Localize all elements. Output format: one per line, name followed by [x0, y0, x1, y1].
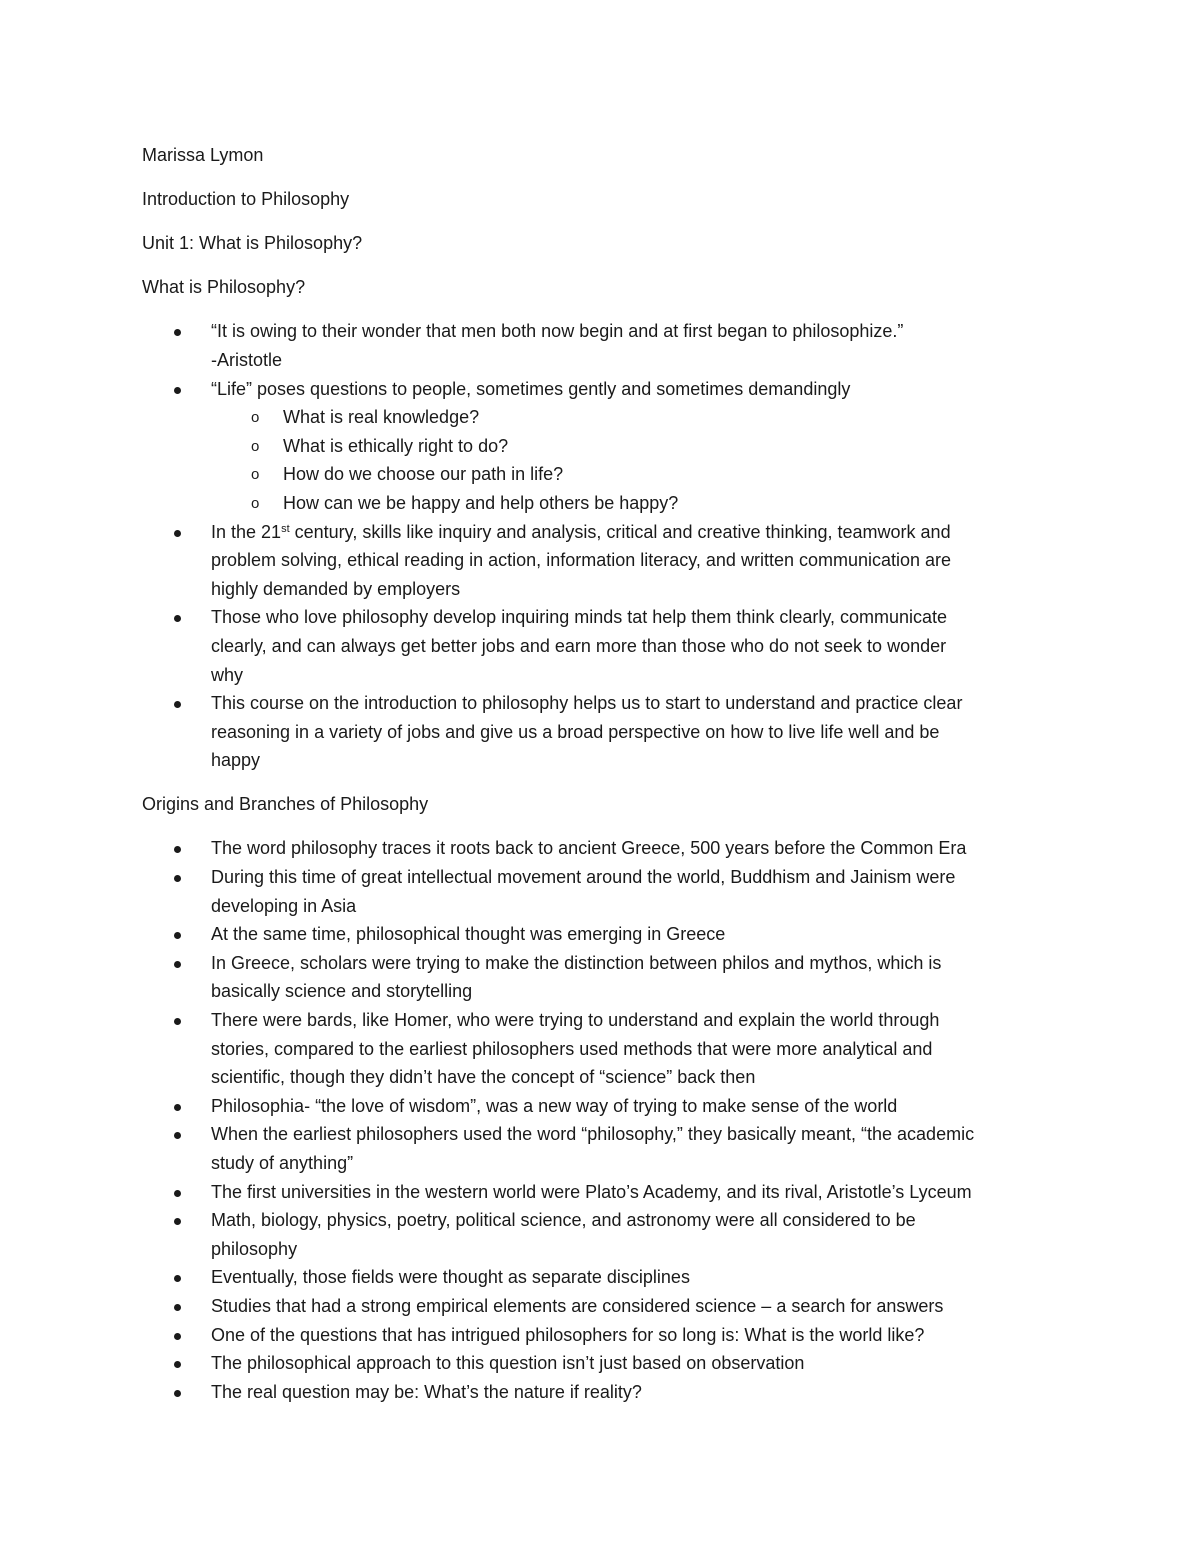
list-item	[142, 1178, 1072, 1207]
bullet-icon	[174, 329, 181, 336]
section-heading-origins-and-branches: Origins and Branches of Philosophy	[142, 794, 429, 815]
list-item-text: When the earliest philosophers used the word “philosophy,” they basically meant, “the academic	[211, 1124, 975, 1145]
sub-list-item-text: What is ethically right to do?	[283, 435, 509, 456]
quote-attribution: -Aristotle	[211, 349, 283, 370]
list-item-text: “Life” poses questions to people, sometimes gently and sometimes demandingly	[211, 378, 851, 399]
sub-list-item-text: How can we be happy and help others be happy?	[283, 492, 679, 513]
list-item	[142, 518, 1072, 604]
bullet-list-origins	[142, 834, 1072, 1406]
list-item	[142, 317, 1072, 374]
century-post: century, skills like inquiry and analysis, critical and creative thinking, teamwork and	[289, 521, 951, 542]
bullet-icon	[174, 1275, 181, 1282]
circle-bullet-icon: o	[251, 437, 260, 455]
list-item-text: why	[211, 664, 244, 685]
list-item	[142, 1321, 1072, 1350]
list-item-text: The word philosophy traces it roots back to ancient Greece, 500 years before the Common Era	[211, 838, 967, 859]
bullet-icon	[174, 1104, 181, 1111]
sub-list-item-text: How do we choose our path in life?	[283, 464, 564, 485]
list-item	[142, 689, 1072, 775]
list-item	[142, 834, 1072, 863]
sub-list-item	[142, 403, 1072, 432]
section-heading-what-is-philosophy: What is Philosophy?	[142, 277, 306, 298]
list-item	[142, 1378, 1072, 1407]
bullet-icon	[174, 932, 181, 939]
list-item	[142, 375, 1072, 518]
list-item-text: scientific, though they didn’t have the concept of “science” back then	[211, 1067, 756, 1088]
bullet-icon	[174, 846, 181, 853]
list-item-text: developing in Asia	[211, 895, 357, 916]
bullet-list-what-is-philosophy	[142, 317, 1072, 775]
century-superscript: st	[281, 522, 290, 535]
list-item-text: happy	[211, 750, 261, 771]
circle-bullet-icon: o	[251, 494, 260, 512]
list-item-text: Eventually, those fields were thought as separate disciplines	[211, 1267, 690, 1288]
list-item	[142, 949, 1072, 1006]
list-item-text: Philosophia- “the love of wisdom”, was a new way of trying to make sense of the world	[211, 1095, 898, 1116]
sub-list-item	[142, 460, 1072, 489]
list-item-text: At the same time, philosophical thought was emerging in Greece	[211, 924, 726, 945]
list-item	[142, 1092, 1072, 1121]
list-item-text: There were bards, like Homer, who were trying to understand and explain the world through	[211, 1010, 940, 1031]
list-item-text	[211, 518, 1072, 547]
bullet-icon	[174, 1333, 181, 1340]
list-item-text: basically science and storytelling	[211, 981, 473, 1002]
document-page	[142, 141, 1072, 1422]
course-title: Introduction to Philosophy	[142, 189, 350, 210]
list-item-text: Studies that had a strong empirical elements are considered science – a search for answers	[211, 1295, 944, 1316]
list-item	[142, 1263, 1072, 1292]
list-item	[142, 1120, 1072, 1177]
list-item	[142, 863, 1072, 920]
bullet-icon	[174, 1361, 181, 1368]
list-item	[142, 1206, 1072, 1263]
bullet-icon	[174, 1132, 181, 1139]
sub-list-item-text: What is real knowledge?	[283, 407, 480, 428]
bullet-icon	[174, 1190, 181, 1197]
bullet-icon	[174, 615, 181, 622]
list-item-text: The first universities in the western world were Plato’s Academy, and its rival, Aristotle’s Lyceum	[211, 1181, 972, 1202]
list-item	[142, 1006, 1072, 1092]
bullet-icon	[174, 1018, 181, 1025]
bullet-icon	[174, 387, 181, 394]
bullet-icon	[174, 1218, 181, 1225]
list-item-text: highly demanded by employers	[211, 578, 461, 599]
list-item	[142, 1292, 1072, 1321]
list-item-text: reasoning in a variety of jobs and give us a broad perspective on how to live life well and be	[211, 721, 940, 742]
list-item-text: stories, compared to the earliest philosophers used methods that were more analytical and	[211, 1038, 933, 1059]
unit-title: Unit 1: What is Philosophy?	[142, 233, 363, 254]
bullet-icon	[174, 961, 181, 968]
list-item-text: During this time of great intellectual movement around the world, Buddhism and Jainism were	[211, 867, 956, 888]
list-item-text: This course on the introduction to philosophy helps us to start to understand and practice clear	[211, 693, 963, 714]
list-item	[142, 603, 1072, 689]
sub-list-item	[142, 489, 1072, 518]
quote-text: “It is owing to their wonder that men both now begin and at first began to philosophize.”	[211, 321, 904, 342]
list-item-text: Those who love philosophy develop inquiring minds tat help them think clearly, communicate	[211, 607, 948, 628]
list-item-text: clearly, and can always get better jobs and earn more than those who do not seek to wonder	[211, 635, 947, 656]
sub-list-questions	[211, 403, 1072, 517]
list-item	[142, 1349, 1072, 1378]
circle-bullet-icon: o	[251, 409, 260, 427]
bullet-icon	[174, 530, 181, 537]
century-pre: In the 21	[211, 521, 282, 542]
bullet-icon	[174, 875, 181, 882]
list-item-text: problem solving, ethical reading in action, information literacy, and written communication are	[211, 550, 952, 571]
author-name: Marissa Lymon	[142, 145, 264, 165]
bullet-icon	[174, 1304, 181, 1311]
list-item-text: The real question may be: What’s the nature if reality?	[211, 1381, 642, 1402]
list-item-text: One of the questions that has intrigued philosophers for so long is: What is the world like?	[211, 1324, 925, 1345]
bullet-icon	[174, 701, 181, 708]
list-item-text: In Greece, scholars were trying to make the distinction between philos and mythos, which is	[211, 952, 942, 973]
bullet-icon	[174, 1390, 181, 1397]
list-item-text: Math, biology, physics, poetry, political science, and astronomy were all considered to be	[211, 1210, 916, 1231]
circle-bullet-icon: o	[251, 466, 260, 484]
list-item	[142, 920, 1072, 949]
list-item-text: The philosophical approach to this question isn’t just based on observation	[211, 1353, 805, 1374]
list-item-text: philosophy	[211, 1238, 298, 1259]
sub-list-item	[142, 432, 1072, 461]
list-item-text: study of anything”	[211, 1153, 354, 1173]
